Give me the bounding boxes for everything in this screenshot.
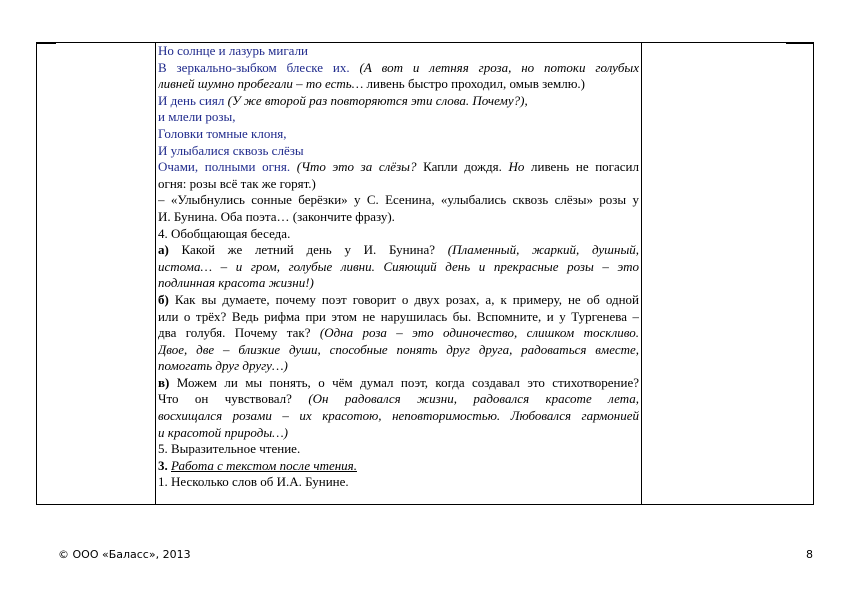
- lesson-text: [158, 43, 639, 491]
- text-line: [158, 143, 639, 160]
- text-line: [158, 441, 639, 458]
- text-segment: ливень быстро проходил, омыв землю.): [363, 76, 586, 92]
- text-segment: 1. Несколько слов об И.А. Бунине.: [158, 474, 349, 490]
- text-segment: Двое, две – близкие души, способные понять друг друга, радоваться вместе,: [158, 341, 639, 357]
- text-line: [158, 259, 639, 276]
- text-segment: ливней шумно пробегали – то есть…: [158, 76, 364, 92]
- text-segment: 5. Выразительное чтение.: [158, 441, 301, 457]
- text-segment: Но солнце и лазурь мигали: [158, 43, 309, 58]
- text-line: [158, 408, 639, 425]
- text-line: [158, 242, 639, 259]
- text-segment: Какой же летний день у И. Бунина?: [168, 242, 448, 258]
- text-segment: восхищался розами – их красотою, неповторимостью. Любовался гармонией: [158, 408, 639, 424]
- text-segment: и млели розы,: [158, 109, 236, 125]
- text-segment: Что он чувствовал?: [158, 391, 309, 407]
- text-line: [158, 342, 639, 359]
- text-segment: или о трёх? Ведь рифма при этом не нарушилась бы. Вспомните, и у Тургенева –: [158, 308, 639, 324]
- text-segment: Как вы думаете, почему поэт говорит о двух розах, а, к примеру, не об одной: [168, 291, 639, 307]
- footer-copyright: © ООО «Баласс», 2013: [58, 548, 191, 561]
- text-line: [158, 358, 639, 375]
- page-number: 8: [806, 548, 813, 561]
- text-line: [158, 192, 639, 209]
- text-line: [158, 176, 639, 193]
- text-segment: И. Бунина. Оба поэта… (закончите фразу).: [158, 208, 395, 224]
- text-line: [158, 275, 639, 292]
- text-line: [158, 76, 639, 93]
- text-line: [158, 60, 639, 77]
- text-segment: И день сиял: [158, 92, 228, 108]
- text-segment: в): [158, 374, 170, 390]
- text-line: [158, 43, 639, 60]
- text-segment: (У же второй раз повторяются эти слова. Почему?),: [227, 92, 528, 108]
- text-line: [158, 425, 639, 442]
- text-segment: Капли дождя.: [416, 159, 509, 175]
- text-segment: и красотой природы…): [158, 424, 289, 440]
- text-segment: подлинная красота жизни!): [158, 275, 314, 291]
- text-line: [158, 458, 639, 475]
- text-segment: Очами, полными огня.: [158, 159, 297, 175]
- text-segment: Но: [508, 159, 525, 175]
- text-segment: Головки томные клоня,: [158, 125, 287, 141]
- text-line: [158, 309, 639, 326]
- text-segment: (Что это за слёзы?: [296, 159, 417, 175]
- text-segment: Можем ли мы понять, о чём думал поэт, когда создавал это стихотворение?: [169, 374, 639, 390]
- text-segment: а): [158, 242, 169, 258]
- text-segment: два голубя. Почему так?: [158, 325, 320, 341]
- table-top-tick-right: [786, 42, 814, 44]
- text-line: [158, 391, 639, 408]
- text-segment: (А вот и летняя гроза, но потоки голубых: [359, 59, 639, 75]
- text-line: [158, 325, 639, 342]
- text-segment: (Одна роза – это одиночество, слишком тоскливо.: [319, 325, 639, 341]
- text-line: [158, 375, 639, 392]
- text-segment: 4. Обобщающая беседа.: [158, 225, 291, 241]
- text-segment: б): [158, 291, 169, 307]
- text-line: [158, 226, 639, 243]
- text-segment: ливень не погасил: [524, 159, 639, 175]
- text-line: [158, 474, 639, 491]
- text-segment: 3.: [158, 457, 168, 473]
- text-line: [158, 209, 639, 226]
- text-line: [158, 109, 639, 126]
- text-segment: Работа с текстом после чтения.: [171, 457, 357, 473]
- text-segment: – «Улыбнулись сонные берёзки» у С. Есенина, «улыбались сквозь слёзы» розы у: [158, 192, 639, 208]
- text-segment: (Он радовался жизни, радовался красоте лета,: [308, 391, 639, 407]
- text-segment: (Пламенный, жаркий, душный,: [447, 242, 639, 258]
- text-segment: помогать друг другу…): [158, 358, 288, 374]
- text-segment: В зеркально-зыбком блеске их.: [158, 59, 360, 75]
- text-segment: огня: розы всё так же горят.): [158, 175, 316, 191]
- text-line: [158, 126, 639, 143]
- text-line: [158, 159, 639, 176]
- column-divider-left: [155, 43, 156, 504]
- text-line: [158, 292, 639, 309]
- table-top-tick-left: [36, 42, 56, 44]
- text-segment: истома… – и гром, голубые ливни. Сияющий день и прекрасные розы – это: [158, 258, 639, 274]
- text-segment: И улыбалися сквозь слёзы: [158, 142, 304, 158]
- text-line: [158, 93, 639, 110]
- column-divider-right: [641, 43, 642, 504]
